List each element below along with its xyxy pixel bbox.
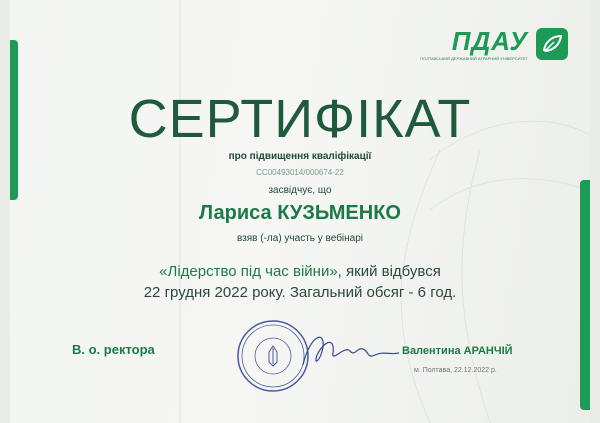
logo-name: ПДАУ: [451, 26, 528, 56]
event-title: «Лідерство під час війни»: [159, 263, 338, 280]
participation-text: взяв (-ла) участь у вебінарі: [236, 233, 364, 244]
date-and-hours: 22 грудня 2022 року. Загальний обсяг - 6 год.: [143, 284, 457, 301]
event-suffix: , який відбувся: [337, 263, 441, 280]
certifies-text: засвідчує, що: [268, 185, 332, 196]
certificate-subtitle: про підвищення кваліфікації: [228, 151, 372, 162]
signature-icon: [295, 325, 405, 375]
leaf-icon: [536, 28, 568, 60]
signer-name: Валентина АРАНЧІЙ: [402, 345, 513, 357]
event-line: [10, 263, 590, 280]
certificate-sheet: [10, 0, 590, 423]
certificate-code: СС00493014/000674-22: [256, 168, 344, 177]
rector-label: В. о. ректора: [72, 342, 155, 357]
logo-subtitle: ПОЛТАВСЬКИЙ ДЕРЖАВНИЙ АГРАРНИЙ УНІВЕРСИТЕТ: [420, 56, 528, 61]
university-logo: [420, 24, 570, 66]
place-and-date: м. Полтава, 22.12.2022 р.: [414, 367, 497, 374]
recipient-name: Лариса КУЗЬМЕНКО: [199, 202, 401, 224]
certificate-title: СЕРТИФІКАТ: [128, 89, 472, 149]
